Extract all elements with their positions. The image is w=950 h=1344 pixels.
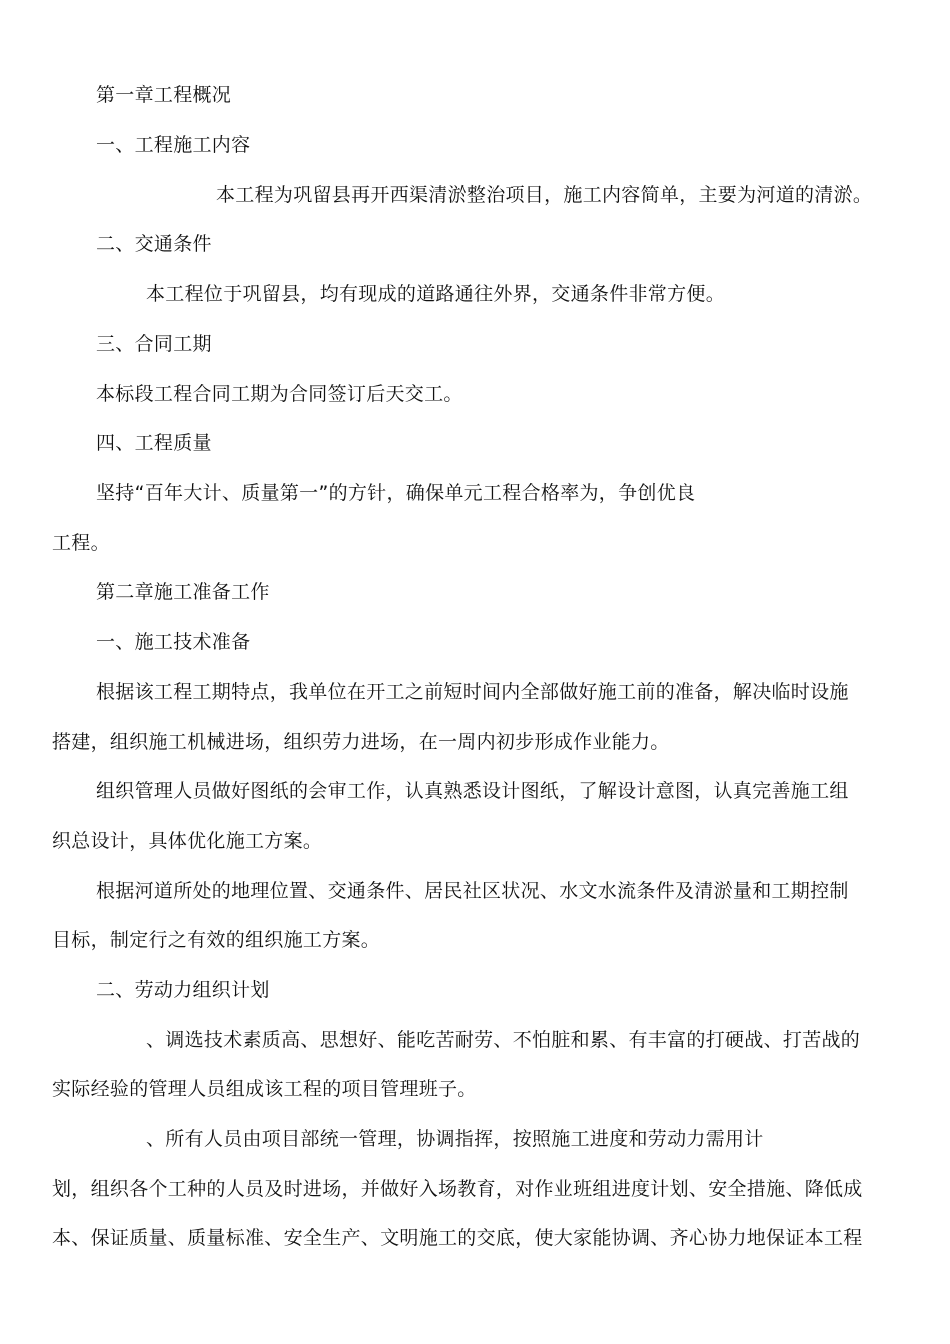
paragraph-line: 组织管理人员做好图纸的会审工作，认真熟悉设计图纸，了解设计意图，认真完善施工组 [96, 780, 849, 802]
section-heading-tech: 一、施工技术准备 [96, 631, 251, 653]
chapter-1-heading: 第一章工程概况 [96, 84, 232, 106]
paragraph-line: 本工程位于巩留县，均有现成的道路通往外界，交通条件非常方便。 [146, 283, 726, 305]
paragraph-line: 本标段工程合同工期为合同签订后天交工。 [96, 383, 463, 405]
paragraph-line: 根据该工程工期特点，我单位在开工之前短时间内全部做好施工前的准备，解决临时设施 [96, 681, 849, 703]
paragraph-line: 工程。 [52, 532, 110, 554]
section-heading-labor: 二、劳动力组织计划 [96, 979, 270, 1001]
section-heading-quality: 四、工程质量 [96, 432, 212, 454]
paragraph-line: 坚持“百年大计、质量第一”的方针，确保单元工程合格率为，争创优良 [96, 482, 696, 504]
paragraph-line: 本、保证质量、质量标准、安全生产、文明施工的交底，使大家能协调、齐心协力地保证本工程 [52, 1227, 863, 1249]
paragraph-line: 实际经验的管理人员组成该工程的项目管理班子。 [52, 1078, 477, 1100]
paragraph-line: 、调选技术素质高、思想好、能吃苦耐劳、不怕脏和累、有丰富的打硬战、打苦战的 [146, 1029, 861, 1051]
paragraph-line: 织总设计，具体优化施工方案。 [52, 830, 323, 852]
section-heading-traffic: 二、交通条件 [96, 233, 212, 255]
paragraph-line: 搭建，组织施工机械进场，组织劳力进场，在一周内初步形成作业能力。 [52, 731, 670, 753]
paragraph-line: 划，组织各个工种的人员及时进场，并做好入场教育，对作业班组进度计划、安全措施、降低成 [52, 1178, 863, 1200]
paragraph-line: 、所有人员由项目部统一管理，协调指挥，按照施工进度和劳动力需用计 [146, 1128, 764, 1150]
section-heading-content: 一、工程施工内容 [96, 134, 251, 156]
paragraph-line: 根据河道所处的地理位置、交通条件、居民社区状况、水文水流条件及清淤量和工期控制 [96, 880, 849, 902]
section-heading-schedule: 三、合同工期 [96, 333, 212, 355]
paragraph-line: 本工程为巩留县再开西渠清淤整治项目，施工内容简单，主要为河道的清淤。 [216, 184, 873, 206]
chapter-2-heading: 第二章施工准备工作 [96, 581, 270, 603]
paragraph-line: 目标，制定行之有效的组织施工方案。 [52, 929, 381, 951]
